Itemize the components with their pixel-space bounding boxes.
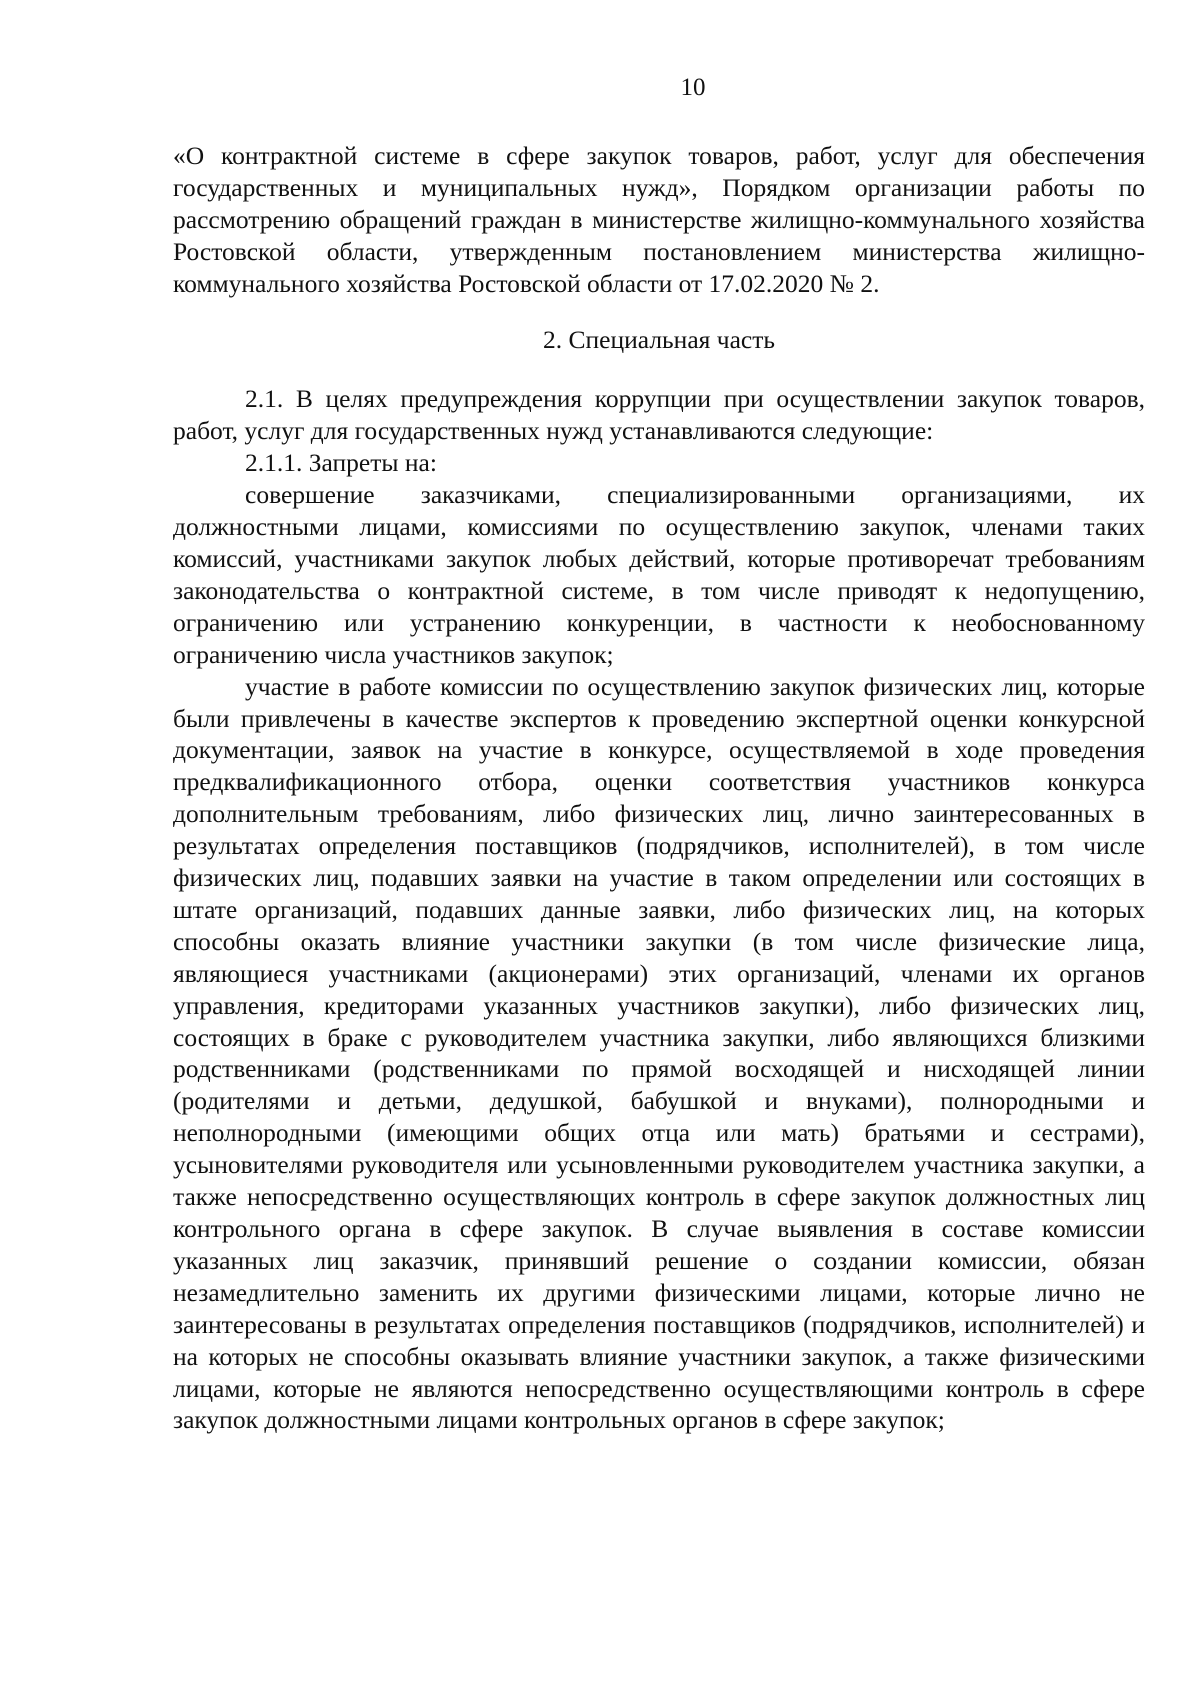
section-heading: 2. Специальная часть: [543, 324, 775, 354]
page-number: 10: [680, 74, 706, 101]
paragraph-continuation: «О контрактной системе в сфере закупок товаров, работ, услуг для обеспечения государственных и муниципальных нужд», Порядком организации работы по рассмотрению обращений граждан в министерстве жилищно-коммунального хозяйства Ростовской области, утвержденным постановлением министерства жилищно-коммунального хозяйства Ростовской области от 17.02.2020 № 2.: [173, 141, 1145, 298]
document-body: [173, 140, 1145, 1436]
paragraph-prohibition-commission: участие в работе комиссии по осуществлению закупок физических лиц, которые были привлечены в качестве экспертов к проведению экспертной оценки конкурсной документации, заявок на участие в конкурсе, осуществляемой в ходе проведения предквалификационного отбора, оценки соответствия участников конкурса дополнительным требованиям, либо физических лиц, лично заинтересованных в результатах определения поставщиков (подрядчиков, исполнителей), в том числе физических лиц, подавших заявки на участие в таком определении или состоящих в штате организаций, подавших данные заявки, либо физических лиц, на которых способны оказать влияние участники закупки (в том числе физические лица, являющиеся участниками (акционерами) этих организаций, членами их органов управления, кредиторами указанных участников закупки), либо физических лиц, состоящих в браке с руководителем участника закупки, либо являющихся близкими родственниками (родственниками по прямой восходящей и нисходящей линии (родителями и детьми, дедушкой, бабушкой и внуками), полнородными и неполнородными (имеющими общих отца или мать) братьями и сестрами), усыновителями руководителя или усыновленными руководителем участника закупки, а также непосредственно осуществляющих контроль в сфере закупок должностных лиц контрольного органа в сфере закупок. В случае выявления в составе комиссии указанных лиц заказчик, принявший решение о создании комиссии, обязан незамедлительно заменить их другими физическими лицами, которые лично не заинтересованы в результатах определения поставщиков (подрядчиков, исполнителей) и на которых не способны оказывать влияние участники закупок, а также физическими лицами, которые не являются непосредственно осуществляющими контроль в сфере закупок должностными лицами контрольных органов в сфере закупок;: [173, 671, 1145, 1435]
paragraph-2-1-1: 2.1.1. Запреты на:: [245, 448, 437, 478]
paragraph-prohibition-actions: совершение заказчиками, специализированными организациями, их должностными лицами, комиссиями по осуществлению закупок, членами таких комиссий, участниками закупок любых действий, которые противоречат требованиям законодательства о контрактной системе, в том числе приводят к недопущению, ограничению или устранению конкуренции, в частности к необоснованному ограничению числа участников закупок;: [173, 480, 1145, 669]
paragraph-2-1: 2.1. В целях предупреждения коррупции при осуществлении закупок товаров, работ, услуг для государственных нужд устанавливаются следующие:: [173, 384, 1145, 446]
